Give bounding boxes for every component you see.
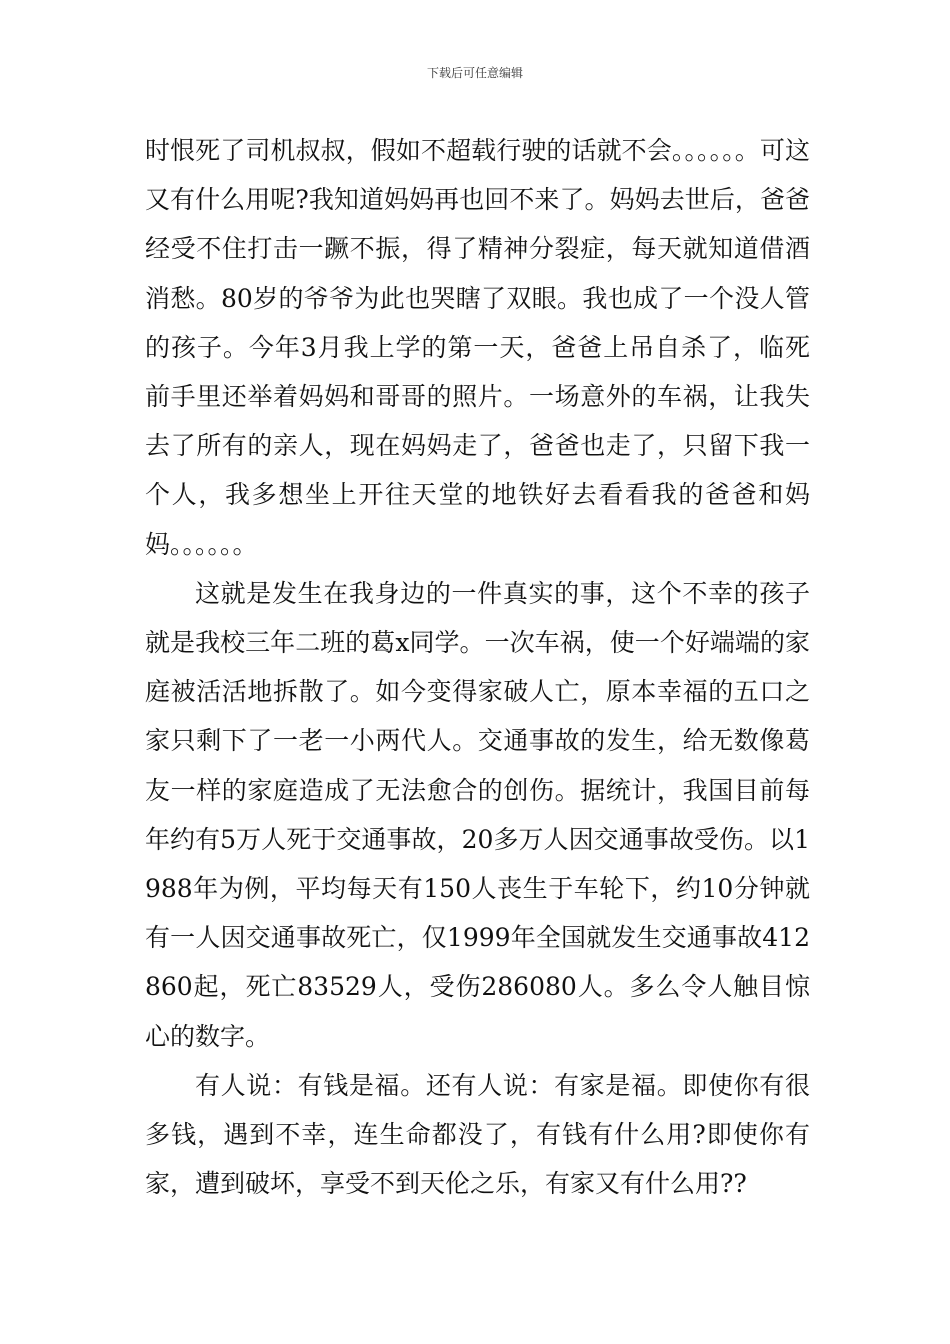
document-body xyxy=(145,126,810,1208)
paragraph-true-story: 这就是发生在我身边的一件真实的事，这个不幸的孩子就是我校三年二班的葛x同学。一次车祸，使一个好端端的家庭被活活地拆散了。如今变得家破人亡，原本幸福的五口之家只剩下了一老一小两代人。交通事故的发生，给无数像葛友一样的家庭造成了无法愈合的创伤。据统计，我国目前每年约有5万人死于交通事故，20多万人因交通事故受伤。以1988年为例，平均每天有150人丧生于车轮下，约10分钟就有一人因交通事故死亡，仅1999年全国就发生交通事故412860起，死亡83529人，受伤286080人。多么令人触目惊心的数字。 xyxy=(145,578,810,1051)
paragraph-continuation: 时恨死了司机叔叔，假如不超载行驶的话就不会。。。。。。可这又有什么用呢?我知道妈妈再也回不来了。妈妈去世后，爸爸经受不住打击一蹶不振，得了精神分裂症，每天就知道借酒消愁。80岁的爷爷为此也哭瞎了双眼。我也成了一个没人管的孩子。今年3月我上学的第一天，爸爸上吊自杀了，临死前手里还举着妈妈和哥哥的照片。一场意外的车祸，让我失去了所有的亲人，现在妈妈走了，爸爸也走了，只留下我一个人，我多想坐上开往天堂的地铁好去看看我的爸爸和妈妈。。。。。。 xyxy=(145,136,810,559)
paragraph-fortune: 有人说：有钱是福。还有人说：有家是福。即使你有很多钱，遇到不幸，连生命都没了，有钱有什么用?即使你有家，遭到破坏，享受不到天伦之乐，有家又有什么用?? xyxy=(145,1070,810,1199)
page-header: 下载后可任意编辑 xyxy=(426,66,523,80)
